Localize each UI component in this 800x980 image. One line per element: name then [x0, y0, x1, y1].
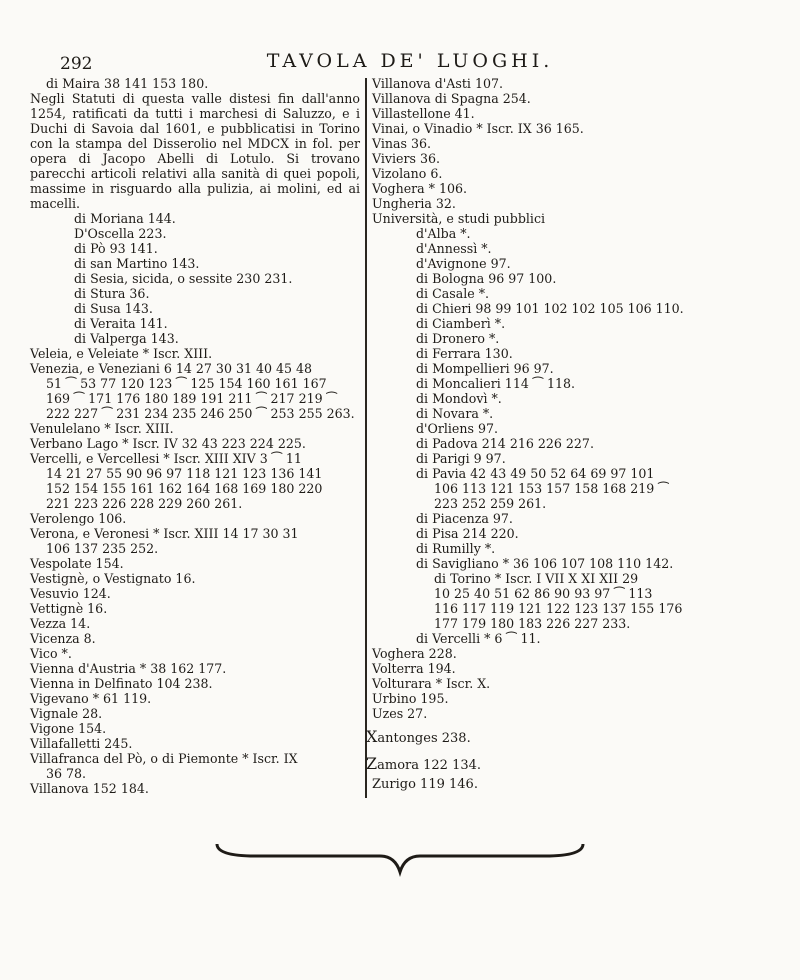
index-entry: 51 ⁀ 53 77 120 123 ⁀ 125 154 160 161 167: [46, 376, 327, 391]
index-entry: d'Avignone 97.: [416, 256, 511, 271]
index-entry: di Pò 93 141.: [74, 241, 158, 256]
index-entry: di san Martino 143.: [74, 256, 200, 271]
index-entry: 169 ⁀ 171 176 180 189 191 211 ⁀ 217 219 ⁀: [46, 391, 337, 406]
index-entry: di Moncalieri 114 ⁀ 118.: [416, 376, 576, 391]
index-entry: d'Alba *.: [416, 226, 471, 241]
index-entry: di Casale *.: [416, 286, 489, 301]
index-entry: di Maira 38 141 153 180.: [46, 76, 209, 91]
index-entry: amora 122 134.: [377, 758, 482, 773]
page-number: 292: [60, 54, 93, 74]
index-entry: Uzes 27.: [372, 706, 428, 721]
column-divider: [365, 78, 367, 798]
index-entry: di Torino * Iscr. I VII X XI XII 29: [434, 571, 639, 586]
index-entry: di Pisa 214 220.: [416, 526, 519, 541]
index-entry: di Padova 214 216 226 227.: [416, 436, 594, 451]
index-entry: Vespolate 154.: [30, 556, 124, 571]
index-entry: antonges 238.: [377, 731, 471, 746]
index-entry: di Piacenza 97.: [416, 511, 513, 526]
index-entry: di Susa 143.: [74, 301, 153, 316]
index-entry: D'Oscella 223.: [74, 226, 167, 241]
index-entry: Vignale 28.: [30, 706, 103, 721]
index-entry: Vigevano * 61 119.: [30, 691, 152, 706]
index-entry: di Ferrara 130.: [416, 346, 513, 361]
index-entry: di Bologna 96 97 100.: [416, 271, 557, 286]
index-entry: d'Annessì *.: [416, 241, 492, 256]
index-entry: 223 252 259 261.: [434, 496, 547, 511]
index-entry: di Ciamberì *.: [416, 316, 506, 331]
index-entry: Urbino 195.: [372, 691, 449, 706]
index-entry: Vigone 154.: [30, 721, 107, 736]
index-entry: Villanova 152 184.: [30, 781, 149, 796]
index-entry: di Mondovì *.: [416, 391, 502, 406]
index-entry: Viviers 36.: [372, 151, 441, 166]
index-entry: Vizolano 6.: [372, 166, 443, 181]
letter-section-z: [366, 754, 734, 775]
index-entry: 106 113 121 153 157 158 168 219 ⁀: [434, 481, 669, 496]
index-entry: 177 179 180 183 226 227 233.: [434, 616, 631, 631]
running-head: TAVOLA DE' LUOGHI.: [266, 50, 554, 72]
index-entry: Volterra 194.: [372, 661, 456, 676]
index-entry: Verbano Lago * Iscr. IV 32 43 223 224 225.: [30, 436, 306, 451]
index-entry: Villafranca del Pò, o di Piemonte * Iscr. IX: [30, 751, 298, 766]
left-column: [30, 76, 360, 796]
index-entry: Vettignè 16.: [30, 601, 108, 616]
index-entry: di Mompellieri 96 97.: [416, 361, 554, 376]
index-entry: Veleia, e Veleiate * Iscr. XIII.: [30, 346, 213, 361]
index-entry: di Veraita 141.: [74, 316, 168, 331]
index-entry: Vicenza 8.: [30, 631, 96, 646]
index-entry: Villafalletti 245.: [30, 736, 133, 751]
index-entry: di Savigliano * 36 106 107 108 110 142.: [416, 556, 674, 571]
index-entry: 106 137 235 252.: [46, 541, 159, 556]
right-column: [366, 76, 734, 794]
index-entry: Vestignè, o Vestignato 16.: [30, 571, 196, 586]
index-entry: Verona, e Veronesi * Iscr. XIII 14 17 30 31: [30, 526, 299, 541]
index-entry: 221 223 226 228 229 260 261.: [46, 496, 243, 511]
index-entry: di Stura 36.: [74, 286, 150, 301]
index-entry: Voghera * 106.: [372, 181, 468, 196]
index-entry: Vercelli, e Vercellesi * Iscr. XIII XIV 3 ⁀ 11: [30, 451, 302, 466]
index-entry: Vinai, o Vinadio * Iscr. IX 36 165.: [372, 121, 584, 136]
index-entry: di Dronero *.: [416, 331, 500, 346]
letter-section-x: [366, 727, 734, 748]
index-entry: Vesuvio 124.: [30, 586, 111, 601]
index-entry: Vezza 14.: [30, 616, 91, 631]
index-entry: 222 227 ⁀ 231 234 235 246 250 ⁀ 253 255 263.: [46, 406, 355, 421]
brace-ornament: [215, 838, 585, 878]
index-entry: Volturara * Iscr. X.: [372, 676, 491, 691]
index-entry: Vienna in Delfinato 104 238.: [30, 676, 213, 691]
index-entry: di Moriana 144.: [74, 211, 176, 226]
index-entry: Villanova d'Asti 107.: [372, 76, 503, 91]
index-entry: di Vercelli * 6 ⁀ 11.: [416, 631, 541, 646]
index-entry: 14 21 27 55 90 96 97 118 121 123 136 141: [46, 466, 323, 481]
index-entry: Negli Statuti di questa valle distesi fin dall'anno 1254, ratificati da tutti i marchesi di Saluzzo, e i Duchi di Savoia dal 1601, e pubblicatisi in Torino con la stampa del Disserolio nel MDCX in fol. per opera di Jacopo Abelli di Lotulo. Si trovano parecchi articoli relativi alla sanità di quei popoli, massime in risguardo alla pulizia, ai molini, ed ai macelli.: [30, 91, 360, 211]
index-entry: 36 78.: [46, 766, 87, 781]
index-entry: di Rumilly *.: [416, 541, 496, 556]
section-initial: X: [366, 727, 378, 746]
index-entry: di Novara *.: [416, 406, 494, 421]
index-entry: Venulelano * Iscr. XIII.: [30, 421, 174, 436]
index-entry: Voghera 228.: [372, 646, 457, 661]
index-entry: Vico *.: [30, 646, 72, 661]
index-entry: Zurigo 119 146.: [372, 777, 478, 792]
index-entry: Università, e studi pubblici: [372, 211, 546, 226]
index-entry: d'Orliens 97.: [416, 421, 498, 436]
index-entry: di Chieri 98 99 101 102 102 105 106 110.: [416, 301, 684, 316]
index-entry: Villastellone 41.: [372, 106, 475, 121]
index-entry: Verolengo 106.: [30, 511, 127, 526]
index-entry: 152 154 155 161 162 164 168 169 180 220: [46, 481, 323, 496]
index-entry: di Sesia, sicida, o sessite 230 231.: [74, 271, 293, 286]
index-entry: 10 25 40 51 62 86 90 93 97 ⁀ 113: [434, 586, 653, 601]
index-entry: Vinas 36.: [372, 136, 432, 151]
index-entry: Ungheria 32.: [372, 196, 456, 211]
index-entry: Villanova di Spagna 254.: [372, 91, 531, 106]
index-entry: 116 117 119 121 122 123 137 155 176: [434, 601, 683, 616]
index-entry: Venezia, e Veneziani 6 14 27 30 31 40 45 48: [30, 361, 313, 376]
index-entry: di Parigi 9 97.: [416, 451, 506, 466]
index-entry: di Valperga 143.: [74, 331, 179, 346]
section-initial: Z: [366, 754, 378, 773]
index-entry: Vienna d'Austria * 38 162 177.: [30, 661, 227, 676]
index-entry: di Pavia 42 43 49 50 52 64 69 97 101: [416, 466, 655, 481]
